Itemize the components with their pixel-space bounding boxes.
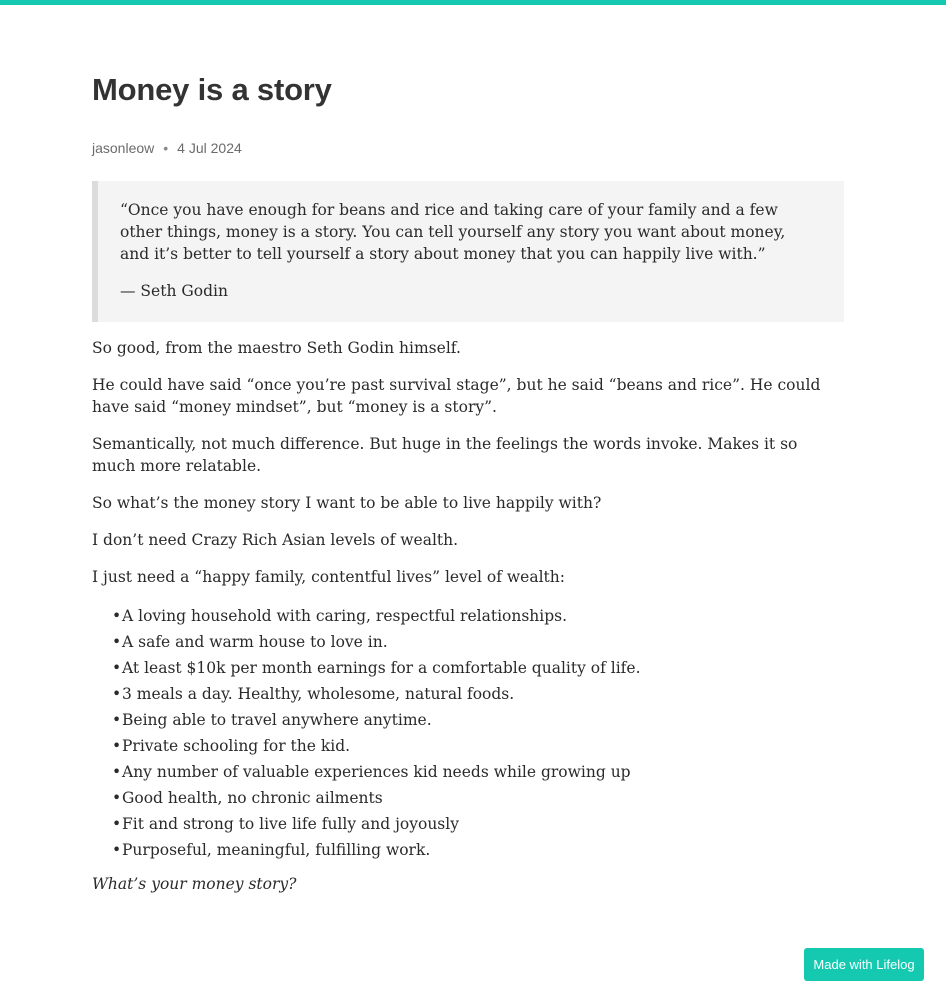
list-item: •A safe and warm house to love in. [112, 629, 641, 655]
list-item: •Purposeful, meaningful, fulfilling work. [112, 837, 641, 863]
list-item: •Private schooling for the kid. [112, 733, 641, 759]
bullet: • [112, 815, 122, 833]
bullet: • [112, 659, 122, 677]
post-title: Money is a story [92, 72, 332, 107]
post-author[interactable]: jasonleow [92, 140, 155, 156]
paragraph: So what’s the money story I want to be able to live happily with? [92, 494, 602, 512]
paragraph: Semantically, not much difference. But huge in the feelings the words invoke. Makes it so much more relatable. [92, 435, 798, 475]
bullet: • [112, 789, 122, 807]
bullet: • [112, 607, 122, 625]
quote-text: “Once you have enough for beans and rice and taking care of your family and a few other things, money is a story. You can tell yourself any story you want about money, and it’s better to tell yourself a story about money that you can happily live with.” [120, 201, 786, 263]
closing-question: What’s your money story? [92, 875, 297, 893]
blockquote [92, 181, 844, 322]
bullet: • [112, 841, 122, 859]
made-with-lifelog-button[interactable]: Made with Lifelog [804, 948, 924, 981]
quote-attribution: — Seth Godin [120, 282, 228, 300]
paragraph: He could have said “once you’re past survival stage”, but he said “beans and rice”. He could have said “money mindset”, but “money is a story”. [92, 376, 821, 416]
bullet: • [112, 763, 122, 781]
bullet: • [112, 737, 122, 755]
wealth-list [112, 603, 641, 863]
meta-separator: • [163, 140, 169, 156]
post-meta [92, 139, 242, 157]
list-item: •Fit and strong to live life fully and joyously [112, 811, 641, 837]
list-item: •A loving household with caring, respectful relationships. [112, 603, 641, 629]
list-item: •Being able to travel anywhere anytime. [112, 707, 641, 733]
list-item: •3 meals a day. Healthy, wholesome, natural foods. [112, 681, 641, 707]
bullet: • [112, 711, 122, 729]
bullet: • [112, 685, 122, 703]
list-item: •Good health, no chronic ailments [112, 785, 641, 811]
list-item: •At least $10k per month earnings for a comfortable quality of life. [112, 655, 641, 681]
top-accent-bar [0, 0, 946, 5]
bullet: • [112, 633, 122, 651]
post-date: 4 Jul 2024 [177, 140, 242, 156]
paragraph: I don’t need Crazy Rich Asian levels of wealth. [92, 531, 459, 549]
list-item: •Any number of valuable experiences kid needs while growing up [112, 759, 641, 785]
paragraph: I just need a “happy family, contentful lives” level of wealth: [92, 568, 565, 586]
paragraph: So good, from the maestro Seth Godin himself. [92, 339, 461, 357]
